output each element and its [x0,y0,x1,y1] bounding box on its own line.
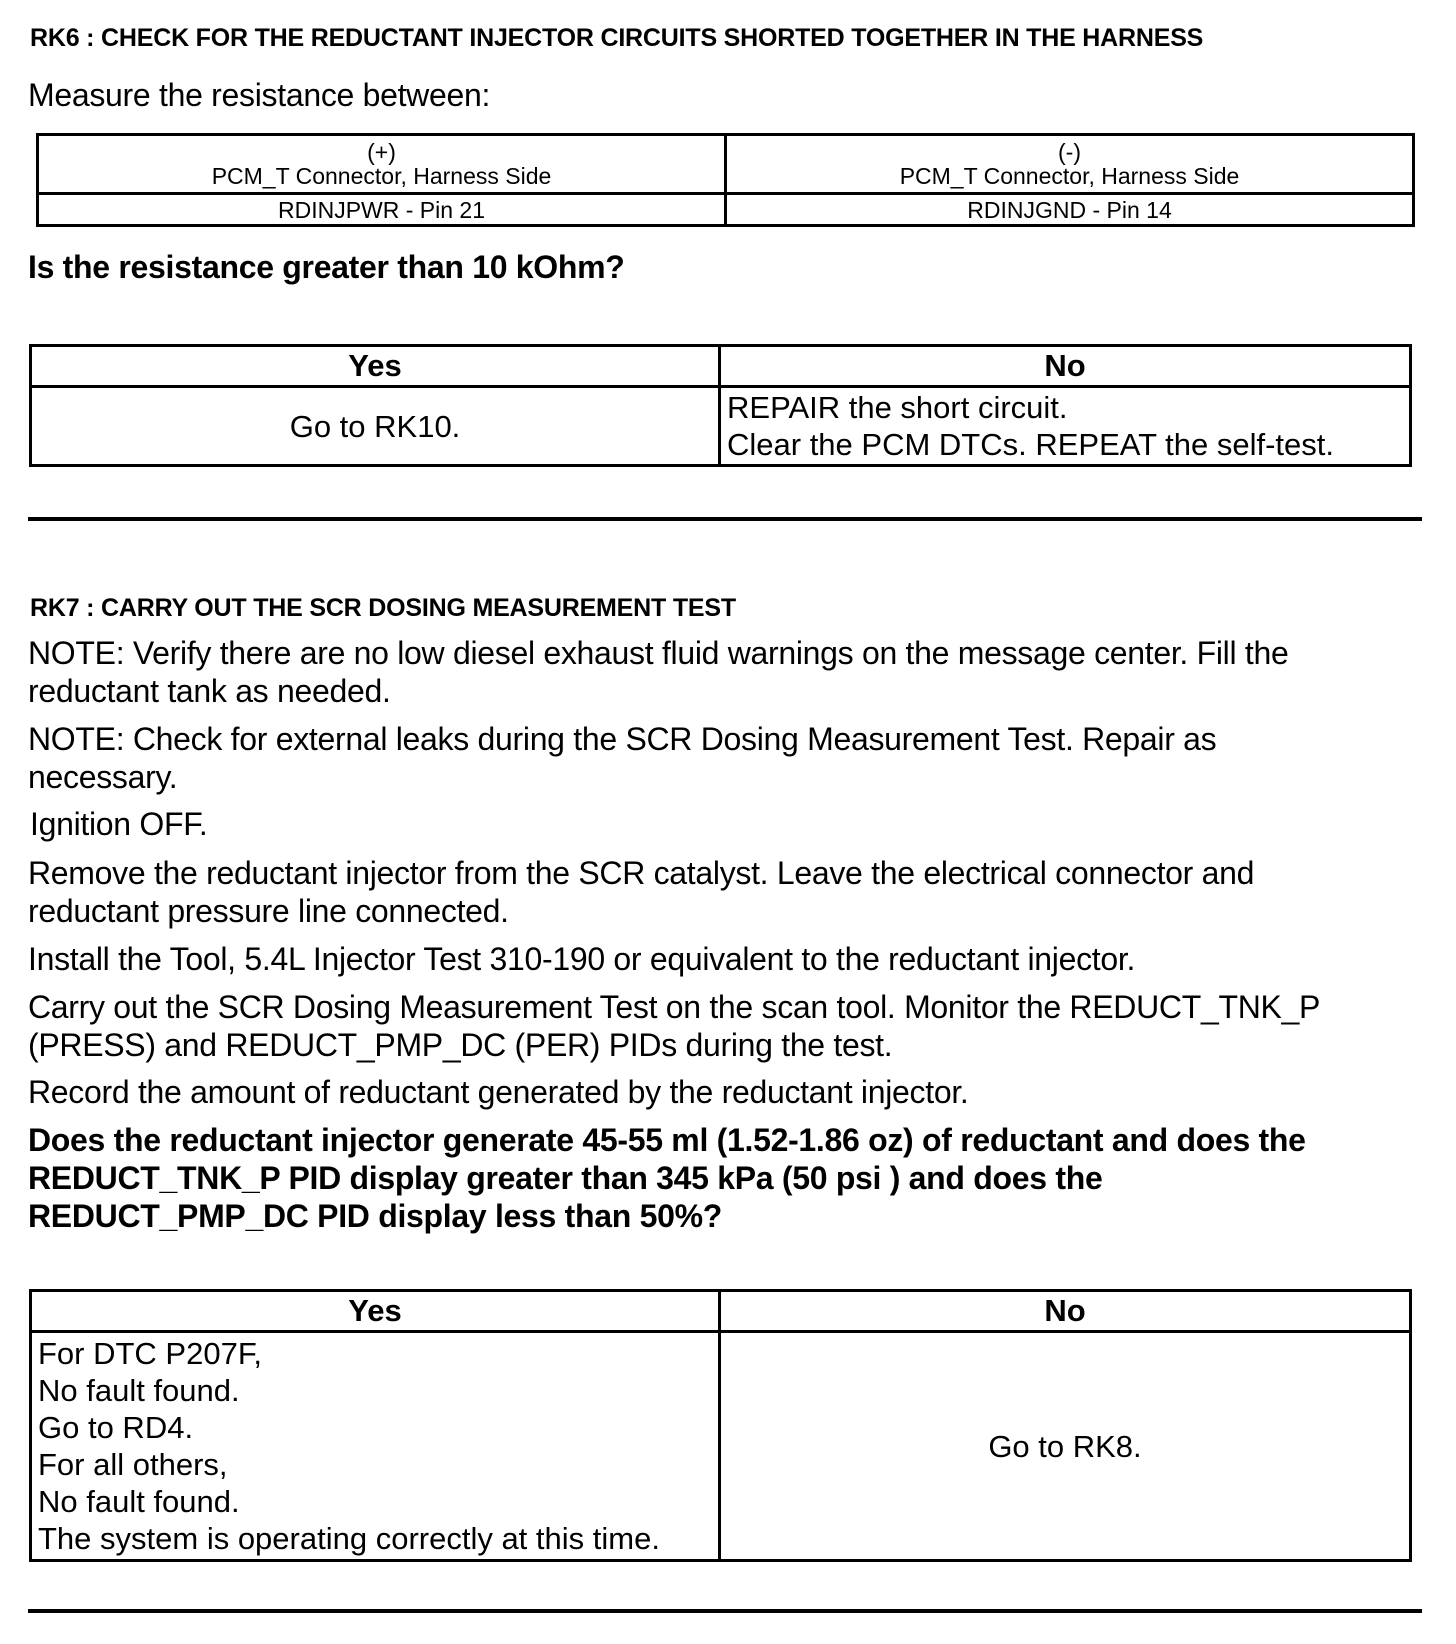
rk7-question-line: Does the reductant injector generate 45-55 ml (1.52-1.86 oz) of reductant and does the [28,1122,1306,1158]
positive-probe-cell [38,135,726,194]
negative-probe-cell [726,135,1414,194]
rk7-step-line: Carry out the SCR Dosing Measurement Test on the scan tool. Monitor the REDUCT_TNK_P [28,989,1321,1025]
positive-pin: RDINJPWR - Pin 21 [38,194,726,226]
rk7-yes-header: Yes [31,1291,720,1332]
rk7-step-line: reductant tank as needed. [28,673,391,709]
rk7-step-line: Ignition OFF. [30,806,208,842]
rk6-yes-action: Go to RK10. [31,387,720,466]
positive-connector: PCM_T Connector, Harness Side [211,163,552,189]
rk7-step [28,940,1135,978]
rk7-yes-line: No fault found. [38,1373,240,1408]
rk7-step-line: NOTE: Verify there are no low diesel exhaust fluid warnings on the message center. Fill the [28,635,1289,671]
rk7-heading: RK7 : CARRY OUT THE SCR DOSING MEASUREMENT TEST [30,594,736,622]
rk7-question-line: REDUCT_TNK_P PID display greater than 345 kPa (50 psi ) and does the [28,1160,1103,1196]
rk7-step-line: NOTE: Check for external leaks during the SCR Dosing Measurement Test. Repair as [28,721,1217,757]
rk6-question: Is the resistance greater than 10 kOhm? [28,249,625,285]
rk7-step [30,805,208,843]
positive-sign: (+) [367,139,396,165]
rk7-step [28,854,1254,930]
rk7-no-action: Go to RK8. [720,1332,1411,1561]
rk7-step [28,720,1216,796]
rk7-yes-action [31,1332,720,1561]
measurement-table [36,133,1415,227]
rk7-question-line: REDUCT_PMP_DC PID display less than 50%? [28,1198,722,1234]
rk6-heading: RK6 : CHECK FOR THE REDUCTANT INJECTOR CIRCUITS SHORTED TOGETHER IN THE HARNESS [30,24,1204,52]
rk7-step-line: necessary. [28,759,178,795]
rk7-no-header: No [720,1291,1411,1332]
section-divider [28,517,1422,521]
rk7-step-line: Record the amount of reductant generated by the reductant injector. [28,1074,969,1110]
rk7-yes-line: No fault found. [38,1484,240,1519]
rk7-yes-line: The system is operating correctly at this time. [38,1521,660,1556]
negative-connector: PCM_T Connector, Harness Side [899,163,1240,189]
rk7-step [28,988,1320,1064]
rk6-no-line: Clear the PCM DTCs. REPEAT the self-test. [727,427,1334,462]
rk6-yes-header: Yes [31,346,720,387]
rk6-no-action [720,387,1411,466]
rk7-yes-line: Go to RD4. [38,1410,194,1445]
rk6-instruction: Measure the resistance between: [28,77,491,113]
rk7-yes-line: For DTC P207F, [38,1336,262,1371]
rk7-answer-table [29,1289,1412,1562]
negative-sign: (-) [1058,139,1081,165]
rk6-no-line: REPAIR the short circuit. [727,390,1068,425]
rk6-answer-table [29,344,1412,467]
section-divider [28,1609,1422,1613]
rk7-step [28,634,1288,710]
negative-pin: RDINJGND - Pin 14 [726,194,1414,226]
rk7-step-line: Install the Tool, 5.4L Injector Test 310-190 or equivalent to the reductant injector. [28,941,1136,977]
rk7-step-line: Remove the reductant injector from the SCR catalyst. Leave the electrical connector and [28,855,1255,891]
rk6-no-header: No [720,346,1411,387]
rk7-step-line: (PRESS) and REDUCT_PMP_DC (PER) PIDs during the test. [28,1027,893,1063]
rk7-step-line: reductant pressure line connected. [28,893,509,929]
rk7-question [28,1121,1306,1235]
rk7-yes-line: For all others, [38,1447,228,1482]
rk7-step [28,1073,969,1111]
